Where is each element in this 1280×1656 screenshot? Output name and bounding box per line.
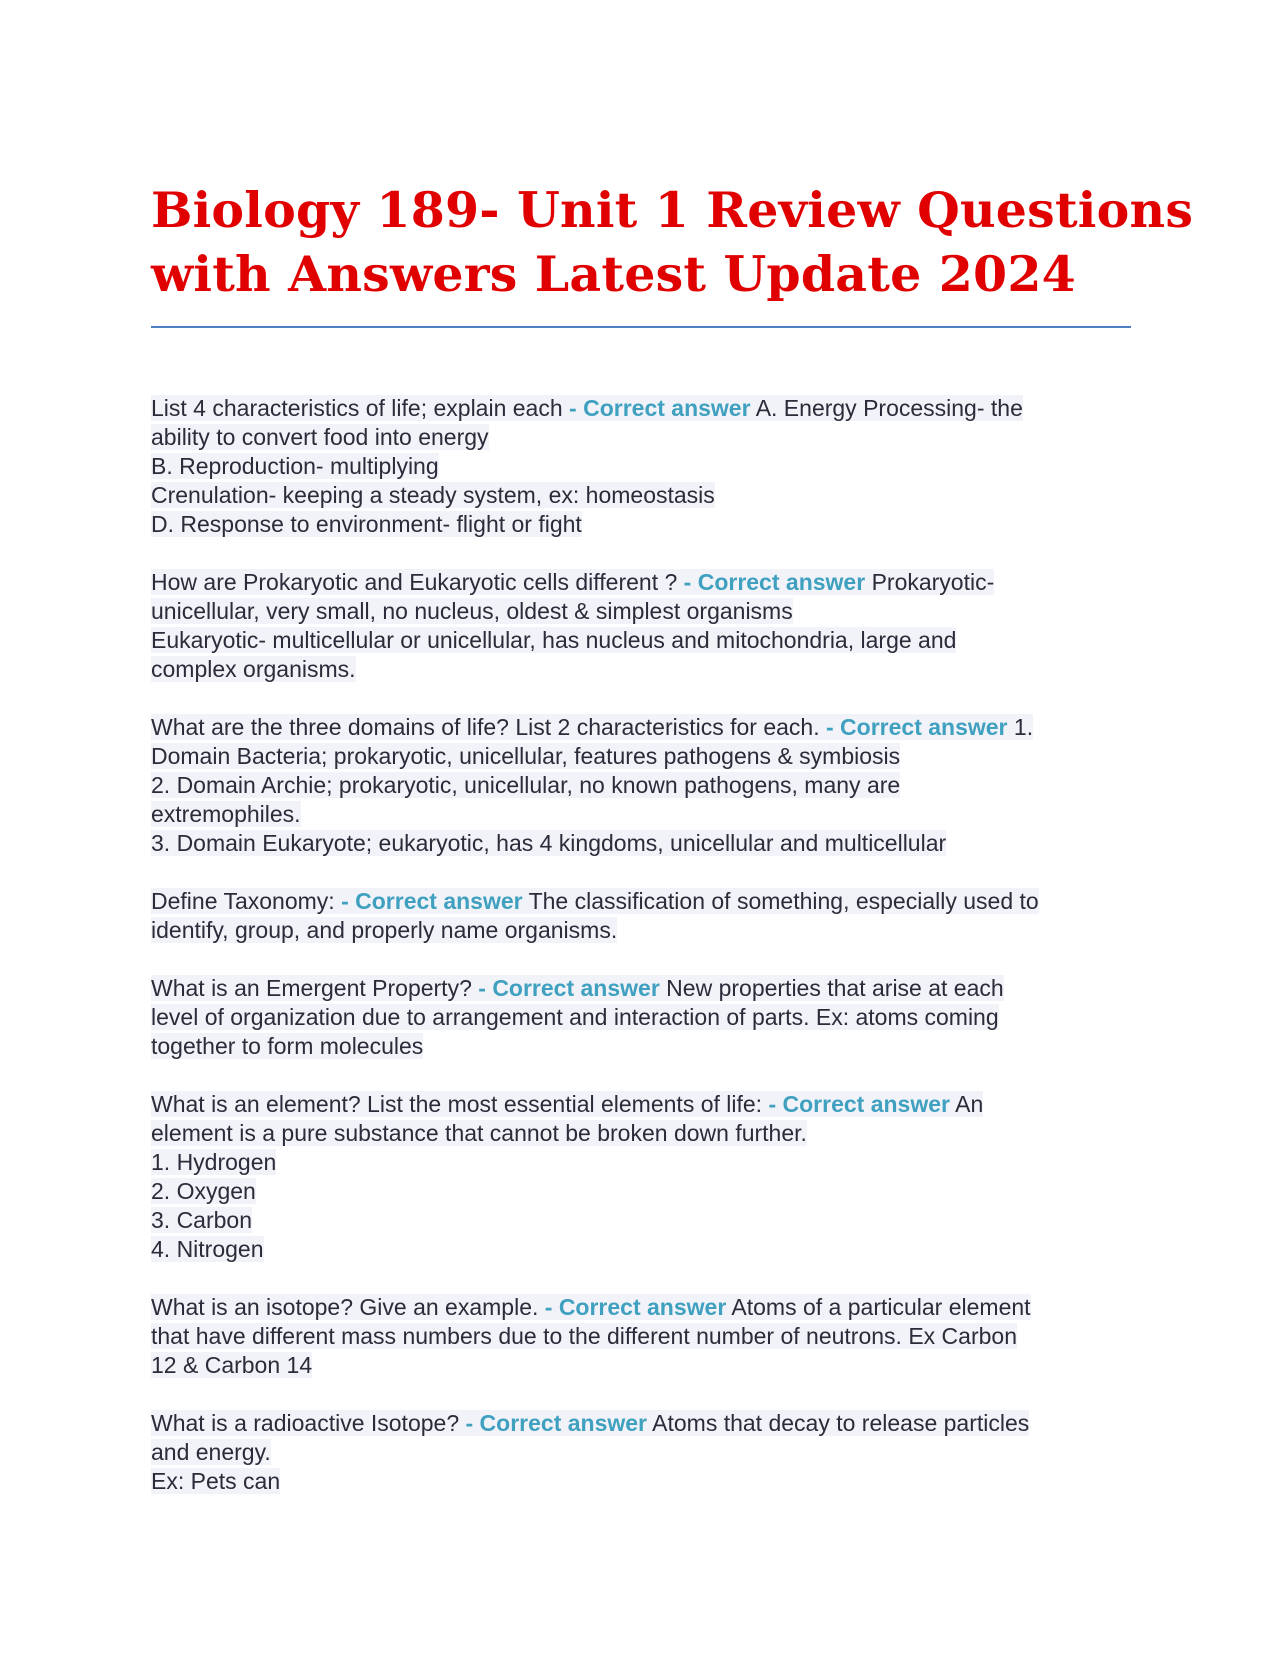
correct-answer-label: - Correct answer	[544, 1294, 727, 1320]
qa-item	[151, 713, 1131, 858]
qa-item	[151, 1409, 1131, 1496]
answer-line-text: that have different mass numbers due to the different number of neutrons. Ex Carbon	[151, 1323, 1017, 1349]
correct-answer-label: - Correct answer	[478, 975, 660, 1001]
answer-line	[151, 1177, 1131, 1206]
title-line: Biology 189- Unit 1 Review Questions	[151, 181, 1194, 239]
answer-line-text: extremophiles.	[151, 801, 301, 827]
qa-first-line	[151, 713, 1131, 742]
qa-list	[151, 394, 1131, 1496]
answer-line-text: D. Response to environment- flight or fight	[151, 511, 582, 537]
question-text: How are Prokaryotic and Eukaryotic cells different ?	[151, 569, 678, 595]
qa-highlight	[151, 1091, 983, 1117]
answer-line	[151, 1003, 1131, 1032]
qa-highlight	[151, 888, 1039, 914]
question-text: List 4 characteristics of life; explain each	[151, 395, 563, 421]
question-text: What is an isotope? Give an example.	[151, 1294, 539, 1320]
answer-line-text: Ex: Pets can	[151, 1468, 281, 1494]
qa-first-line	[151, 974, 1131, 1003]
answer-line	[151, 1206, 1131, 1235]
answer-line-text: identify, group, and properly name organisms.	[151, 917, 618, 943]
qa-first-line	[151, 887, 1131, 916]
correct-answer-label: - Correct answer	[341, 888, 523, 914]
question-text: What is an element? List the most essential elements of life:	[151, 1091, 763, 1117]
correct-answer-label: - Correct answer	[569, 395, 751, 421]
qa-item	[151, 1090, 1131, 1264]
answer-line-text: complex organisms.	[151, 656, 356, 682]
correct-answer-label: - Correct answer	[465, 1410, 648, 1436]
qa-highlight	[151, 569, 994, 595]
answer-line	[151, 597, 1131, 626]
answer-line	[151, 452, 1131, 481]
answer-line	[151, 510, 1131, 539]
qa-first-line	[151, 1293, 1131, 1322]
answer-line-text: together to form molecules	[151, 1033, 424, 1059]
correct-answer-label: - Correct answer	[768, 1091, 950, 1117]
answer-text: Prokaryotic-	[871, 569, 995, 595]
answer-line-text: 2. Oxygen	[151, 1178, 256, 1204]
answer-line-text: Crenulation- keeping a steady system, ex: homeostasis	[151, 482, 715, 508]
answer-line-text: B. Reproduction- multiplying	[151, 453, 439, 479]
answer-line-text: level of organization due to arrangement and interaction of parts. Ex: atoms coming	[151, 1004, 999, 1030]
answer-line	[151, 829, 1131, 858]
answer-line	[151, 1467, 1131, 1496]
qa-first-line	[151, 1409, 1131, 1438]
answer-line-text: 3. Domain Eukaryote; eukaryotic, has 4 kingdoms, unicellular and multicellular	[151, 830, 947, 856]
answer-line-text: 1. Hydrogen	[151, 1149, 277, 1175]
answer-line	[151, 1322, 1131, 1351]
answer-line	[151, 626, 1131, 655]
qa-first-line	[151, 568, 1131, 597]
answer-line	[151, 1032, 1131, 1061]
answer-line	[151, 655, 1131, 684]
title-divider	[151, 326, 1131, 328]
qa-highlight	[151, 1294, 1031, 1320]
answer-line-text: and energy.	[151, 1439, 271, 1465]
answer-line	[151, 771, 1131, 800]
correct-answer-label: - Correct answer	[826, 714, 1008, 740]
qa-highlight	[151, 975, 1004, 1001]
answer-line-text: Eukaryotic- multicellular or unicellular, has nucleus and mitochondria, large and	[151, 627, 957, 653]
document-title	[151, 178, 1194, 306]
answer-line	[151, 916, 1131, 945]
qa-item	[151, 974, 1131, 1061]
question-text: What is a radioactive Isotope?	[151, 1410, 460, 1436]
qa-item	[151, 394, 1131, 539]
answer-line-text: 3. Carbon	[151, 1207, 253, 1233]
answer-line	[151, 1351, 1131, 1380]
document-page	[151, 178, 1194, 1525]
answer-line	[151, 1119, 1131, 1148]
answer-line	[151, 1235, 1131, 1264]
answer-line-text: 2. Domain Archie; prokaryotic, unicellular, no known pathogens, many are	[151, 772, 901, 798]
qa-first-line	[151, 394, 1131, 423]
qa-highlight	[151, 1410, 1029, 1436]
answer-line	[151, 423, 1131, 452]
answer-text: A. Energy Processing- the	[755, 395, 1023, 421]
answer-text: Atoms of a particular element	[731, 1294, 1031, 1320]
qa-item	[151, 568, 1131, 684]
answer-line-text: 4. Nitrogen	[151, 1236, 264, 1262]
answer-text: An	[955, 1091, 984, 1117]
qa-highlight	[151, 395, 1023, 421]
qa-item	[151, 887, 1131, 945]
answer-text: The classification of something, especially used to	[528, 888, 1039, 914]
answer-line	[151, 1148, 1131, 1177]
qa-first-line	[151, 1090, 1131, 1119]
answer-text: New properties that arise at each	[666, 975, 1004, 1001]
answer-line	[151, 800, 1131, 829]
answer-line-text: 12 & Carbon 14	[151, 1352, 313, 1378]
question-text: What are the three domains of life? List 2 characteristics for each.	[151, 714, 820, 740]
question-text: Define Taxonomy:	[151, 888, 335, 914]
title-line: with Answers Latest Update 2024	[151, 245, 1076, 303]
answer-text: 1.	[1013, 714, 1034, 740]
question-text: What is an Emergent Property?	[151, 975, 472, 1001]
answer-line	[151, 481, 1131, 510]
qa-item	[151, 1293, 1131, 1380]
answer-line	[151, 742, 1131, 771]
correct-answer-label: - Correct answer	[683, 569, 866, 595]
answer-line-text: unicellular, very small, no nucleus, oldest & simplest organisms	[151, 598, 793, 624]
answer-line-text: element is a pure substance that cannot be broken down further.	[151, 1120, 807, 1146]
answer-line-text: ability to convert food into energy	[151, 424, 489, 450]
answer-text: Atoms that decay to release particles	[652, 1410, 1030, 1436]
qa-highlight	[151, 714, 1033, 740]
answer-line-text: Domain Bacteria; prokaryotic, unicellular, features pathogens & symbiosis	[151, 743, 901, 769]
answer-line	[151, 1438, 1131, 1467]
